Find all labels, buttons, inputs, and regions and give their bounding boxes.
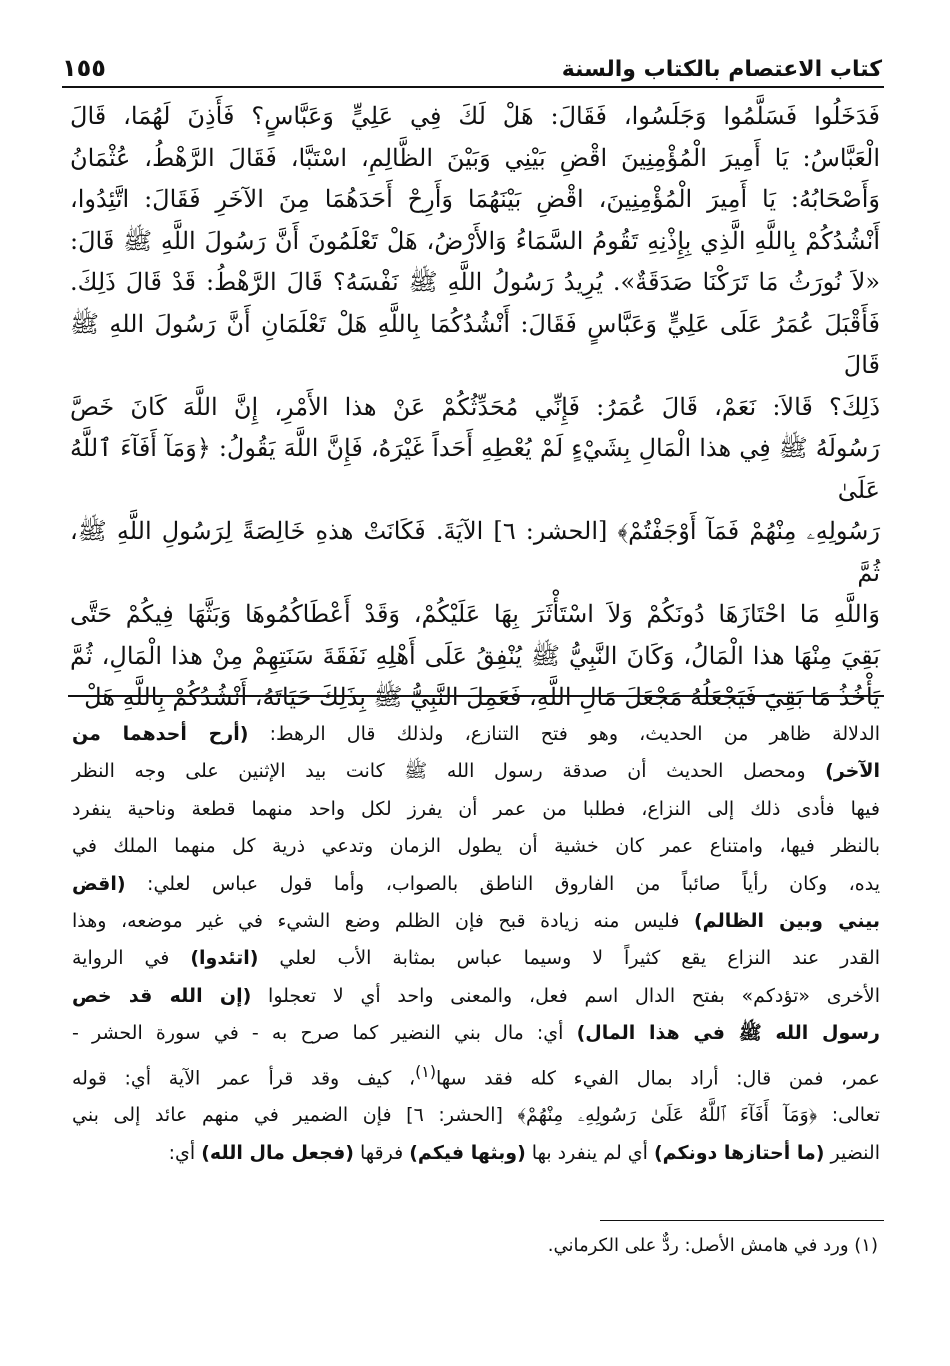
commentary-line xyxy=(72,716,880,753)
commentary-run: أي لم ينفرد بها xyxy=(525,1141,654,1164)
hadith-line: أَنْشُدُكُمْ بِاللَّهِ الَّذِي بِإِذْنِهِ تَقُومُ السَّمَاءُ وَالأَرْضُ، هَلْ تَعْلَمُونَ أَنَّ رَسُولَ اللَّهِ ﷺ قَالَ: xyxy=(70,226,880,255)
commentary-line xyxy=(72,903,880,940)
commentary-run: تعالى: ﴿وَمَآ أَفَآءَ ٱللَّهُ عَلَىٰ رَسُولِهِۦ مِنْهُمْ﴾ [الحشر: ٦] فإن الضمير في منهم عائد إلى بني xyxy=(72,1104,880,1127)
commentary-run: بالنظر فيها، وامتناع عمر كان خشية أن يطول الزمان وتدعي ذرية كل منهما الملك في xyxy=(72,835,880,858)
commentary-run: في الرواية xyxy=(72,947,191,970)
page-number: ١٥٥ xyxy=(62,54,106,82)
bold-quote: (اقض xyxy=(72,872,126,895)
commentary-text xyxy=(72,716,880,1172)
commentary-line xyxy=(72,1097,880,1134)
running-title: كتاب الاعتصام بالكتاب والسنة xyxy=(561,57,882,82)
footnote-marker: (١) xyxy=(854,1235,878,1256)
commentary-run: فيها فأدى ذلك إلى النزاع، فطلبا من عمر أن يفرز لكل واحد منهما قطعة وناحية ينفرد xyxy=(72,797,880,820)
commentary-run: ومحصل الحديث أن صدقة رسول الله ﷺ كانت بيد الإثنين على وجه النظر xyxy=(72,760,826,783)
commentary-run: الدلالة ظاهر من الحديث، وهو فتح التنازع، ولذلك قال الرهط: xyxy=(248,723,880,745)
commentary-run: عمر، فمن قال: أراد بمال الفيء كله فقد سها xyxy=(436,1066,880,1089)
commentary-divider xyxy=(68,695,884,697)
footnote-ref: (١) xyxy=(415,1061,436,1081)
commentary-run: فرقها xyxy=(353,1141,410,1164)
commentary-line xyxy=(72,866,880,903)
commentary-line xyxy=(72,978,880,1015)
footnote-text: ورد في هامش الأصل: ردٌّ على الكرماني. xyxy=(547,1235,849,1256)
commentary-line xyxy=(72,940,880,977)
hadith-line: بَقِيَ مِنْهَا هذا الْمَالُ، وَكَانَ النَّبِيُّ ﷺ يُنْفِقُ عَلَى أَهْلِهِ نَفَقَةَ سَنَتِهِمْ مِنْ هذا الْمَالِ، ثُمَّ xyxy=(70,641,880,670)
commentary-run: أي: xyxy=(168,1141,202,1164)
commentary-line xyxy=(72,828,880,865)
hadith-text xyxy=(70,96,880,719)
commentary-run: ، كيف وقد قرأ عمر الآية أي: قوله xyxy=(72,1066,416,1089)
commentary-line xyxy=(72,1135,880,1172)
commentary-run: أي: مال بني النضير كما صرح به - في سورة الحشر - xyxy=(72,1022,577,1045)
commentary-run: يده، وكان رأياً صائباً من الفاروق الناطق بالصواب، وأما قول عباس لعلي: xyxy=(125,872,880,895)
page-header xyxy=(62,42,882,82)
commentary-line xyxy=(72,1053,880,1098)
bold-quote: (أرح أحدهما من xyxy=(72,723,249,745)
commentary-line xyxy=(72,1015,880,1052)
hadith-line: فَدَخَلُوا فَسَلَّمُوا وَجَلَسُوا، فَقَالَ: هَلْ لَكَ فِي عَلِيٍّ وَعَبَّاسٍ؟ فَأَذِنَ لَهُمَا، قَالَ xyxy=(70,102,880,130)
commentary-run: الأخرى «تؤدكم» بفتح الدال اسم فعل، والمعنى واحد أي لا تعجلوا xyxy=(251,984,881,1007)
footnote xyxy=(400,1232,878,1260)
header-divider xyxy=(62,86,884,88)
footnote-divider xyxy=(600,1220,884,1221)
commentary-line xyxy=(72,791,880,828)
hadith-line: يَأْخُذُ مَا بَقِيَ فَيَجْعَلُهُ مَجْعَلَ مَالِ اللَّهِ، فَعَمِلَ النَّبِيُّ ﷺ بِذَلِكَ حَيَاتَهُ، أَنْشُدُكُمْ بِاللَّهِ هَلْ xyxy=(84,683,880,711)
commentary-run: فليس منه زيادة قبح فإن الظلم وضع الشيء في غير موضعه، وهذا xyxy=(72,910,694,933)
commentary-run: النضير xyxy=(824,1141,880,1164)
bold-quote: (ما أحتازها دونكم) xyxy=(653,1141,825,1164)
hadith-line: ذَلِكَ؟ قَالاَ: نَعَمْ، قَالَ عُمَرُ: فَإِنِّي مُحَدِّثُكُمْ عَنْ هذا الأَمْرِ، إِنَّ اللَّهَ كَانَ خَصَّ xyxy=(70,392,881,421)
hadith-line: وَأَصْحَابُهُ: يَا أَمِيرَ الْمُؤْمِنِينَ، اقْضِ بَيْنَهُمَا وَأَرِحْ أَحَدَهُمَا مِنَ الآخَرِ فَقَالَ: اتَّئِدُوا، xyxy=(70,185,880,213)
commentary-run: القدر عند النزاع يقع كثيراً لا وسيما عباس بمثابة الأب لعلي xyxy=(258,947,880,970)
hadith-line: الْعَبَّاسُ: يَا أَمِيرَ الْمُؤْمِنِينَ اقْضِ بَيْنِي وَبَيْنَ الظَّالِمِ، اسْتَبَّا، فَقَالَ الرَّهْطُ، عُثْمَانُ xyxy=(70,143,880,172)
bold-quote: بيني وبين الظالم) xyxy=(694,910,881,933)
hadith-line: وَاللَّهِ مَا احْتَازَهَا دُونَكُمْ وَلاَ اسْتَأْثَرَ بِهَا عَلَيْكُمْ، وَقَدْ أَعْطَاكُمُوهَا وَبَثَّهَا فِيكُمْ حَتَّى xyxy=(70,600,880,628)
hadith-line: «لاَ نُورَثُ مَا تَرَكْنَا صَدَقَةٌ». يُرِيدُ رَسُولُ اللَّهِ ﷺ نَفْسَهُ؟ قَالَ الرَّهْطُ: قَدْ قَالَ ذَلِكَ. xyxy=(70,268,880,296)
commentary-line xyxy=(72,753,880,790)
bold-quote: (اتئدوا) xyxy=(190,947,259,970)
bold-quote: (فجعل مال الله) xyxy=(201,1141,354,1164)
bold-quote: (إن الله قد خص xyxy=(72,984,252,1007)
hadith-line: رَسُولَهُ ﷺ فِي هذا الْمَالِ بِشَيْءٍ لَمْ يُعْطِهِ أَحَداً غَيْرَهُ، فَإِنَّ اللَّهَ يَقُولُ: ﴿وَمَآ أَفَآءَ ٱللَّهُ عَلَىٰ xyxy=(70,434,881,504)
bold-quote: (وبثها فيكم) xyxy=(409,1141,526,1164)
hadith-line: رَسُولِهِۦ مِنْهُمْ فَمَآ أَوْجَفْتُمْ﴾ [الحشر: ٦] الآيَةَ. فَكَانَتْ هذهِ خَالِصَةً لِرَسُولِ اللَّهِ ﷺ، ثُمَّ xyxy=(70,517,880,587)
hadith-line: فَأَقْبَلَ عُمَرُ عَلَى عَلِيٍّ وَعَبَّاسٍ فَقَالَ: أَنْشُدُكُمَا بِاللَّهِ هَلْ تَعْلَمَانِ أَنَّ رَسُولَ اللهِ ﷺ قَالَ xyxy=(70,309,880,379)
bold-quote: الآخر) xyxy=(825,760,880,783)
bold-quote: رسول الله ﷺ في هذا المال) xyxy=(576,1022,880,1045)
